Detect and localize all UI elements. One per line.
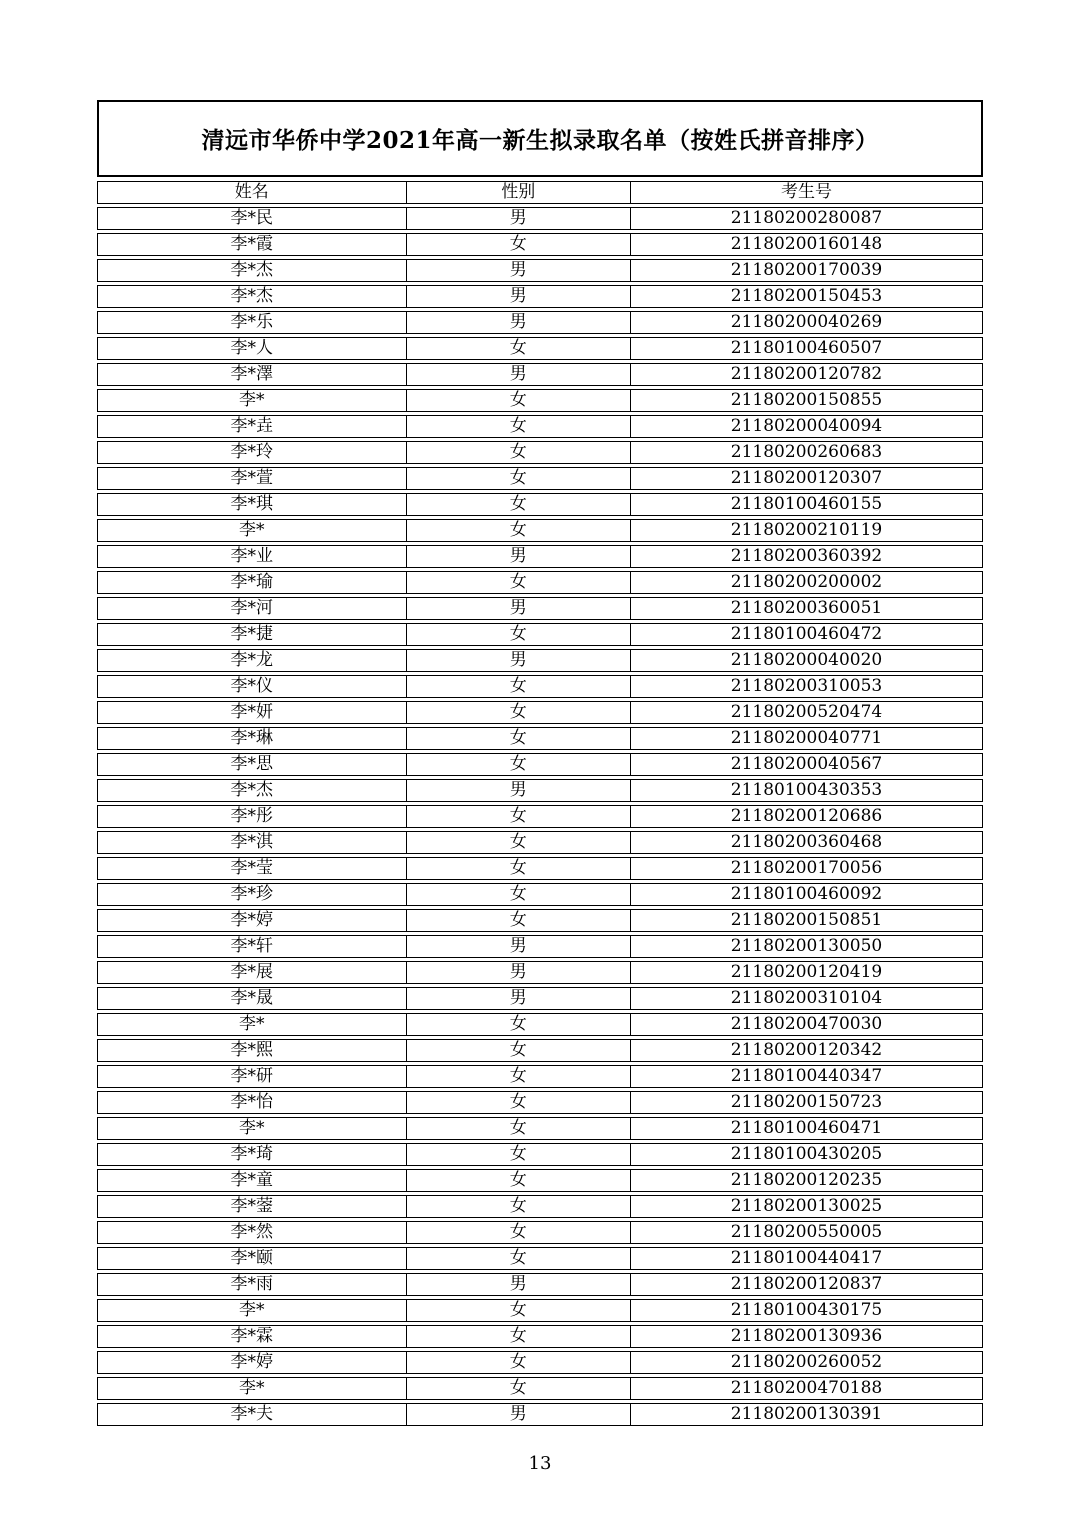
table-row (97, 441, 983, 464)
cell-exam-number: 21180100440417 (730, 1248, 883, 1268)
cell-exam-number: 21180200550005 (730, 1222, 883, 1242)
table-row (97, 831, 983, 854)
cell-name: 李*然 (98, 1222, 407, 1243)
table-row (97, 1325, 983, 1348)
cell-gender: 女 (407, 676, 632, 697)
cell-gender: 男 (407, 988, 632, 1009)
column-header-exam-number: 考生号 (781, 182, 833, 202)
table-row (97, 1117, 983, 1140)
page-title: 清远市华侨中学2021年高一新生拟录取名单（按姓氏拼音排序） (201, 127, 879, 154)
cell-exam-number: 21180200170039 (730, 260, 883, 280)
cell-exam-number: 21180100430353 (730, 780, 883, 800)
cell-exam-number: 21180200130936 (730, 1326, 883, 1346)
table-row (97, 961, 983, 984)
cell-name: 李* (98, 1378, 407, 1399)
cell-gender: 男 (407, 312, 632, 333)
cell-exam-number: 21180200360392 (730, 546, 883, 566)
cell-exam-number: 21180200210119 (730, 520, 883, 540)
cell-name: 李*研 (98, 1066, 407, 1087)
cell-exam-number: 21180200040567 (730, 754, 883, 774)
cell-name: 李*蓥 (98, 1196, 407, 1217)
cell-exam-number: 21180200120307 (730, 468, 883, 488)
cell-gender: 男 (407, 364, 632, 385)
table-row (97, 1013, 983, 1036)
cell-exam-number: 21180200310104 (730, 988, 883, 1008)
cell-name: 李*瑜 (98, 572, 407, 593)
cell-name: 李*垚 (98, 416, 407, 437)
cell-exam-number: 21180200260052 (730, 1352, 883, 1372)
cell-name: 李*萱 (98, 468, 407, 489)
cell-exam-number: 21180200120342 (730, 1040, 883, 1060)
cell-exam-number: 21180200160148 (730, 234, 883, 254)
table-row (97, 1091, 983, 1114)
cell-exam-number: 21180100430175 (730, 1300, 883, 1320)
cell-gender: 女 (407, 1014, 632, 1035)
cell-exam-number: 21180200040020 (730, 650, 883, 670)
cell-exam-number: 21180100460471 (730, 1118, 883, 1138)
cell-name: 李*杰 (98, 780, 407, 801)
table-row (97, 1143, 983, 1166)
cell-name: 李*颐 (98, 1248, 407, 1269)
cell-exam-number: 21180200150851 (730, 910, 883, 930)
cell-exam-number: 21180200130391 (730, 1404, 883, 1424)
cell-gender: 女 (407, 494, 632, 515)
table-row (97, 1247, 983, 1270)
cell-exam-number: 21180200470030 (730, 1014, 883, 1034)
cell-exam-number: 21180100430205 (730, 1144, 883, 1164)
cell-exam-number: 21180200120419 (730, 962, 883, 982)
cell-gender: 女 (407, 1326, 632, 1347)
cell-gender: 女 (407, 702, 632, 723)
cell-exam-number: 21180200150855 (730, 390, 883, 410)
cell-gender: 男 (407, 650, 632, 671)
cell-name: 李*杰 (98, 286, 407, 307)
cell-name: 李*珍 (98, 884, 407, 905)
cell-gender: 女 (407, 624, 632, 645)
cell-exam-number: 21180100460507 (730, 338, 883, 358)
cell-gender: 女 (407, 1144, 632, 1165)
cell-name: 李*龙 (98, 650, 407, 671)
cell-gender: 女 (407, 1378, 632, 1399)
cell-gender: 女 (407, 572, 632, 593)
cell-gender: 女 (407, 1092, 632, 1113)
table-row (97, 1195, 983, 1218)
table-row (97, 1065, 983, 1088)
cell-gender: 女 (407, 858, 632, 879)
table-row (97, 883, 983, 906)
cell-gender: 女 (407, 390, 632, 411)
table-row (97, 597, 983, 620)
cell-exam-number: 21180200120686 (730, 806, 883, 826)
cell-gender: 男 (407, 1404, 632, 1425)
cell-exam-number: 21180200120837 (730, 1274, 883, 1294)
cell-name: 李* (98, 1300, 407, 1321)
table-row (97, 1403, 983, 1426)
cell-name: 李*河 (98, 598, 407, 619)
cell-name: 李*彤 (98, 806, 407, 827)
cell-gender: 男 (407, 546, 632, 567)
table-row (97, 337, 983, 360)
cell-gender: 女 (407, 1300, 632, 1321)
cell-gender: 男 (407, 936, 632, 957)
table-row (97, 675, 983, 698)
cell-name: 李*夫 (98, 1404, 407, 1425)
cell-gender: 男 (407, 260, 632, 281)
cell-name: 李*婷 (98, 910, 407, 931)
cell-gender: 女 (407, 1040, 632, 1061)
cell-exam-number: 21180200280087 (730, 208, 883, 228)
cell-gender: 女 (407, 910, 632, 931)
cell-name: 李*思 (98, 754, 407, 775)
table-row (97, 207, 983, 230)
cell-name: 李*琪 (98, 494, 407, 515)
cell-name: 李*霖 (98, 1326, 407, 1347)
cell-exam-number: 21180100460155 (730, 494, 883, 514)
cell-exam-number: 21180200200002 (730, 572, 883, 592)
table-row (97, 857, 983, 880)
cell-name: 李*人 (98, 338, 407, 359)
cell-gender: 女 (407, 416, 632, 437)
cell-name: 李*澤 (98, 364, 407, 385)
column-header-name: 姓名 (98, 182, 407, 203)
cell-exam-number: 21180200040094 (730, 416, 883, 436)
cell-name: 李*妍 (98, 702, 407, 723)
cell-name: 李*展 (98, 962, 407, 983)
cell-exam-number: 21180200120235 (730, 1170, 883, 1190)
cell-exam-number: 21180200520474 (730, 702, 883, 722)
cell-exam-number: 21180100460092 (730, 884, 883, 904)
cell-gender: 女 (407, 442, 632, 463)
cell-gender: 女 (407, 234, 632, 255)
cell-name: 李*琳 (98, 728, 407, 749)
table-row (97, 1169, 983, 1192)
table-row (97, 571, 983, 594)
cell-name: 李*民 (98, 208, 407, 229)
cell-gender: 女 (407, 832, 632, 853)
table-row (97, 415, 983, 438)
cell-name: 李*霞 (98, 234, 407, 255)
table-row (97, 727, 983, 750)
table-row (97, 233, 983, 256)
cell-exam-number: 21180200040771 (730, 728, 883, 748)
table-row (97, 1273, 983, 1296)
cell-exam-number: 21180200170056 (730, 858, 883, 878)
table-row (97, 519, 983, 542)
cell-exam-number: 21180200150723 (730, 1092, 883, 1112)
cell-exam-number: 21180200040269 (730, 312, 883, 332)
cell-gender: 男 (407, 286, 632, 307)
cell-exam-number: 21180200130050 (730, 936, 883, 956)
cell-name: 李*怡 (98, 1092, 407, 1113)
cell-exam-number: 21180200260683 (730, 442, 883, 462)
cell-exam-number: 21180200360468 (730, 832, 883, 852)
table-row (97, 1299, 983, 1322)
cell-exam-number: 21180100460472 (730, 624, 883, 644)
cell-name: 李*童 (98, 1170, 407, 1191)
cell-name: 李*琦 (98, 1144, 407, 1165)
column-header-gender: 性别 (407, 182, 632, 203)
cell-name: 李*杰 (98, 260, 407, 281)
cell-exam-number: 21180200120782 (730, 364, 883, 384)
cell-gender: 女 (407, 1066, 632, 1087)
cell-gender: 男 (407, 962, 632, 983)
table-row (97, 259, 983, 282)
cell-name: 李*玲 (98, 442, 407, 463)
cell-gender: 男 (407, 208, 632, 229)
cell-name: 李* (98, 520, 407, 541)
cell-exam-number: 21180200470188 (730, 1378, 883, 1398)
table-row (97, 805, 983, 828)
table-row (97, 493, 983, 516)
cell-exam-number: 21180100440347 (730, 1066, 883, 1086)
table-row (97, 389, 983, 412)
table-row (97, 987, 983, 1010)
table-row (97, 1377, 983, 1400)
cell-gender: 女 (407, 468, 632, 489)
table-row (97, 909, 983, 932)
cell-gender: 女 (407, 754, 632, 775)
cell-name: 李*晟 (98, 988, 407, 1009)
cell-gender: 女 (407, 1196, 632, 1217)
cell-exam-number: 21180200310053 (730, 676, 883, 696)
table-row (97, 779, 983, 802)
cell-name: 李*婷 (98, 1352, 407, 1373)
table-row (97, 935, 983, 958)
table-row (97, 363, 983, 386)
cell-gender: 女 (407, 338, 632, 359)
cell-name: 李*乐 (98, 312, 407, 333)
table-body (97, 207, 983, 1426)
table-row (97, 1039, 983, 1062)
cell-gender: 女 (407, 1352, 632, 1373)
cell-gender: 女 (407, 1222, 632, 1243)
cell-name: 李* (98, 1014, 407, 1035)
cell-name: 李*轩 (98, 936, 407, 957)
table-title-box (97, 100, 983, 177)
cell-exam-number: 21180200360051 (730, 598, 883, 618)
cell-gender: 男 (407, 780, 632, 801)
table-row (97, 753, 983, 776)
table-row (97, 1351, 983, 1374)
cell-name: 李*捷 (98, 624, 407, 645)
table-row (97, 649, 983, 672)
cell-name: 李*莹 (98, 858, 407, 879)
cell-name: 李*熙 (98, 1040, 407, 1061)
page-number: 13 (528, 1453, 552, 1474)
cell-name: 李* (98, 1118, 407, 1139)
cell-gender: 男 (407, 1274, 632, 1295)
cell-name: 李*业 (98, 546, 407, 567)
table-row (97, 467, 983, 490)
cell-name: 李*淇 (98, 832, 407, 853)
table-header-row (97, 181, 983, 204)
table-row (97, 545, 983, 568)
table-row (97, 623, 983, 646)
cell-gender: 女 (407, 1118, 632, 1139)
cell-gender: 女 (407, 1170, 632, 1191)
cell-exam-number: 21180200150453 (730, 286, 883, 306)
cell-name: 李*雨 (98, 1274, 407, 1295)
table-row (97, 285, 983, 308)
cell-name: 李*仪 (98, 676, 407, 697)
cell-gender: 女 (407, 884, 632, 905)
table-row (97, 701, 983, 724)
cell-gender: 男 (407, 598, 632, 619)
cell-gender: 女 (407, 806, 632, 827)
table-row (97, 311, 983, 334)
cell-name: 李* (98, 390, 407, 411)
cell-gender: 女 (407, 728, 632, 749)
admission-list-table (97, 0, 983, 1426)
cell-gender: 女 (407, 520, 632, 541)
cell-gender: 女 (407, 1248, 632, 1269)
table-row (97, 1221, 983, 1244)
cell-exam-number: 21180200130025 (730, 1196, 883, 1216)
